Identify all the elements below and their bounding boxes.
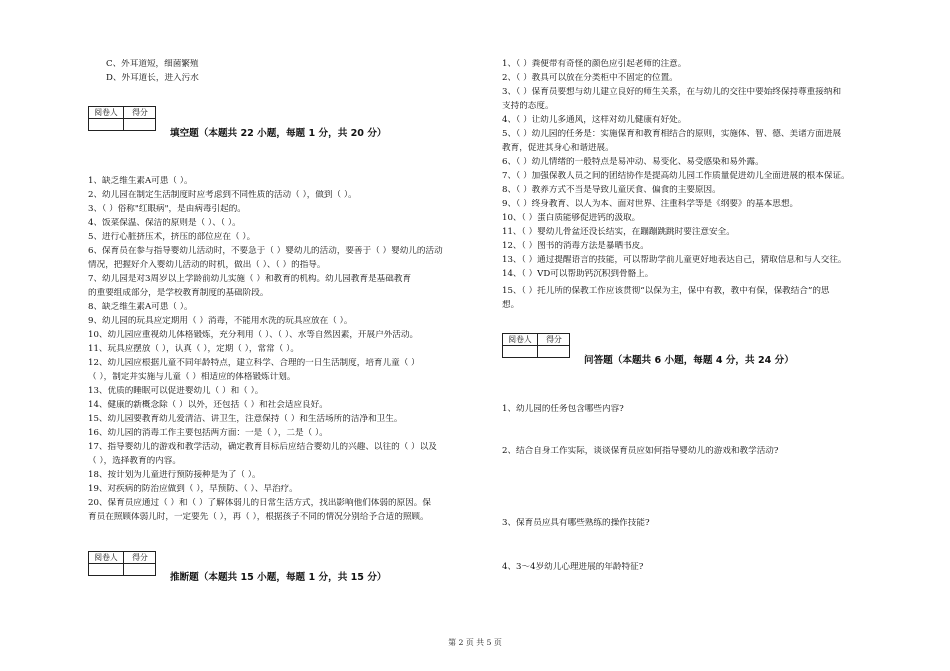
judge-line: 1、（ ）粪便带有奇怪的颜色应引起老师的注意。 [502,59,687,69]
fill-line: 3、（ ）俗称"红眼病"，是由病毒引起的。 [88,204,246,214]
fill-line: （ ），选择教育的内容。 [88,456,181,466]
fill-line: 1、缺乏维生素A可患（ ）。 [88,176,193,186]
judge-line: 7、（ ）加强保教人员之间的团结协作是提高幼儿园工作质量促进幼儿全面进展的根本保证。 [502,171,850,181]
score-box-fill [88,106,156,131]
judge-line: 2、（ ）教具可以放在分类柜中不固定的位置。 [502,73,678,83]
judge-line: 8、（ ）教养方式不当是导致儿童厌食、偏食的主要原因。 [502,185,721,195]
score-label: 得分 [132,108,148,117]
judge-line: 教育，促进其身心和谐进展。 [502,143,614,153]
fill-line: 的重要组成部分，是学校教育制度的基础阶段。 [88,288,269,298]
qa-question: 1、幼儿园的任务包含哪些内容? [502,404,624,414]
section-title-fill: 填空题（本题共 22 小题，每题 1 分，共 20 分） [170,128,387,139]
fill-line: 12、幼儿园应根据儿童不同年龄特点，建立科学、合理的一日生活制度，培育儿童（ ） [88,358,420,368]
fill-line: 9、幼儿园的玩具应定期用（ ）消毒，不能用水洗的玩具应放在（ ）。 [88,316,353,326]
fill-line: 4、饭菜保温、保洁的原则是（ ）、（ ）。 [88,218,241,228]
grader-label: 阅卷人 [94,553,118,562]
option-c: C、外耳道短，细菌繁殖 [106,59,199,69]
judge-line: 13、（ ）通过提醒语言的技能，可以帮助学前儿童更好地表达自己，猜取信息和与人交往。 [502,255,847,265]
page-footer: 第 2 页 共 5 页 [448,638,502,647]
qa-question: 4、3～4岁幼儿心理进展的年龄特征? [502,562,644,572]
judge-line: 5、（ ）幼儿园的任务是：实施保育和教育相结合的原则，实施体、智、德、美诸方面进展 [502,129,842,139]
judge-line: 支持的态度。 [502,101,554,111]
fill-line: 17、指导婴幼儿的游戏和教学活动，确定教育目标后应结合婴幼儿的兴趣、以往的（ ）以及 [88,442,437,452]
fill-line: 13、优质的睡眠可以促进婴幼儿（ ）和（ ）。 [88,386,264,396]
judge-line: 想。 [502,300,520,310]
fill-line: 14、健康的新概念除（ ）以外，还包括（ ）和社会适应良好。 [88,400,328,410]
judge-line: 6、（ ）幼儿情绪的一般特点是易冲动、易变化、易受感染和易外露。 [502,157,764,167]
section-title-qa: 问答题（本题共 6 小题，每题 4 分，共 24 分） [584,355,794,366]
fill-line: （ ），制定并实施与儿童（ ）相适应的体格锻炼计划。 [88,372,296,382]
score-box-qa [502,333,570,358]
grader-label: 阅卷人 [94,108,118,117]
score-label: 得分 [132,553,148,562]
qa-question: 3、保育员应具有哪些熟练的操作技能? [502,518,650,528]
fill-line: 10、幼儿园应重视幼儿体格锻炼，充分利用（ ）、（ ）、水等自然因素，开展户外活动。 [88,330,419,340]
fill-line: 20、保育员应通过（ ）和（ ）了解体弱儿的日常生活方式，找出影响他们体弱的原因。保 [88,498,431,508]
score-box-judge [88,551,156,576]
fill-line: 18、按计划为儿童进行预防接种是为了（ ）。 [88,470,261,480]
fill-line: 5、进行心脏挤压术，挤压的部位应在（ ）。 [88,232,256,242]
judge-line: 4、（ ）让幼儿多通风，这样对幼儿健康有好处。 [502,115,687,125]
judge-line: 10、（ ）蛋白质能够促进钙的汲取。 [502,213,641,223]
judge-line: 12、（ ）图书的消毒方法是暴晒书皮。 [502,241,649,251]
judge-line: 11、（ ）婴幼儿骨盆还没长结实，在蹦蹦跳跳时要注意安全。 [502,227,735,237]
judge-line: 9、（ ）终身教育、以人为本、面对世界、注重科学等是《纲要》的基本思想。 [502,199,799,209]
section-title-judge: 推断题（本题共 15 小题，每题 1 分，共 15 分） [170,572,387,583]
judge-line: 15、（ ）托儿所的保教工作应该贯彻“以保为主，保中有教，教中有保，保教结合”的思 [502,286,830,296]
qa-question: 2、结合自身工作实际，谈谈保育员应如何指导婴幼儿的游戏和教学活动? [502,446,779,456]
fill-line: 16、幼儿园的消毒工作主要包括两方面：一是（ ），二是（ ）。 [88,428,328,438]
fill-line: 8、缺乏维生素A可患（ ）。 [88,302,193,312]
judge-line: 3、（ ）保育员要想与幼儿建立良好的师生关系，在与幼儿的交往中要始终保持尊重接纳和 [502,87,842,97]
fill-line: 11、玩具应摆放（ ），认真（ ），定期（ ），常常（ ）。 [88,344,299,354]
fill-line: 15、幼儿园要教育幼儿爱清洁、讲卫生，注意保持（ ）和生活场所的洁净和卫生。 [88,414,403,424]
fill-line: 2、幼儿园在制定生活制度时应考虑到不同性质的活动（ ），做到（ ）。 [88,190,357,200]
judge-line: 14、（ ）VD可以帮助钙沉积到骨骼上。 [502,269,654,279]
grader-label: 阅卷人 [508,335,532,344]
score-label: 得分 [546,335,562,344]
fill-line: 育员在照顾体弱儿时，一定要先（ ），再（ ），根据孩子不同的情况分别给予合适的照顾。 [88,512,429,522]
fill-line: 7、幼儿园是对3周岁以上学龄前幼儿实施（ ）和教育的机构。幼儿园教育是基础教育 [88,274,412,284]
fill-line: 情况，把握好介入婴幼儿活动的时机，做出（ ）、（ ）的指导。 [88,260,326,270]
fill-line: 6、保育员在参与指导婴幼儿活动时，不要急于（ ）婴幼儿的活动，要善于（ ）婴幼儿的活动 [88,246,443,256]
fill-line: 19、对疾病的防治应做到（ ），早预防、（ ）、早治疗。 [88,484,298,494]
option-d: D、外耳道长，进入污水 [106,73,199,83]
